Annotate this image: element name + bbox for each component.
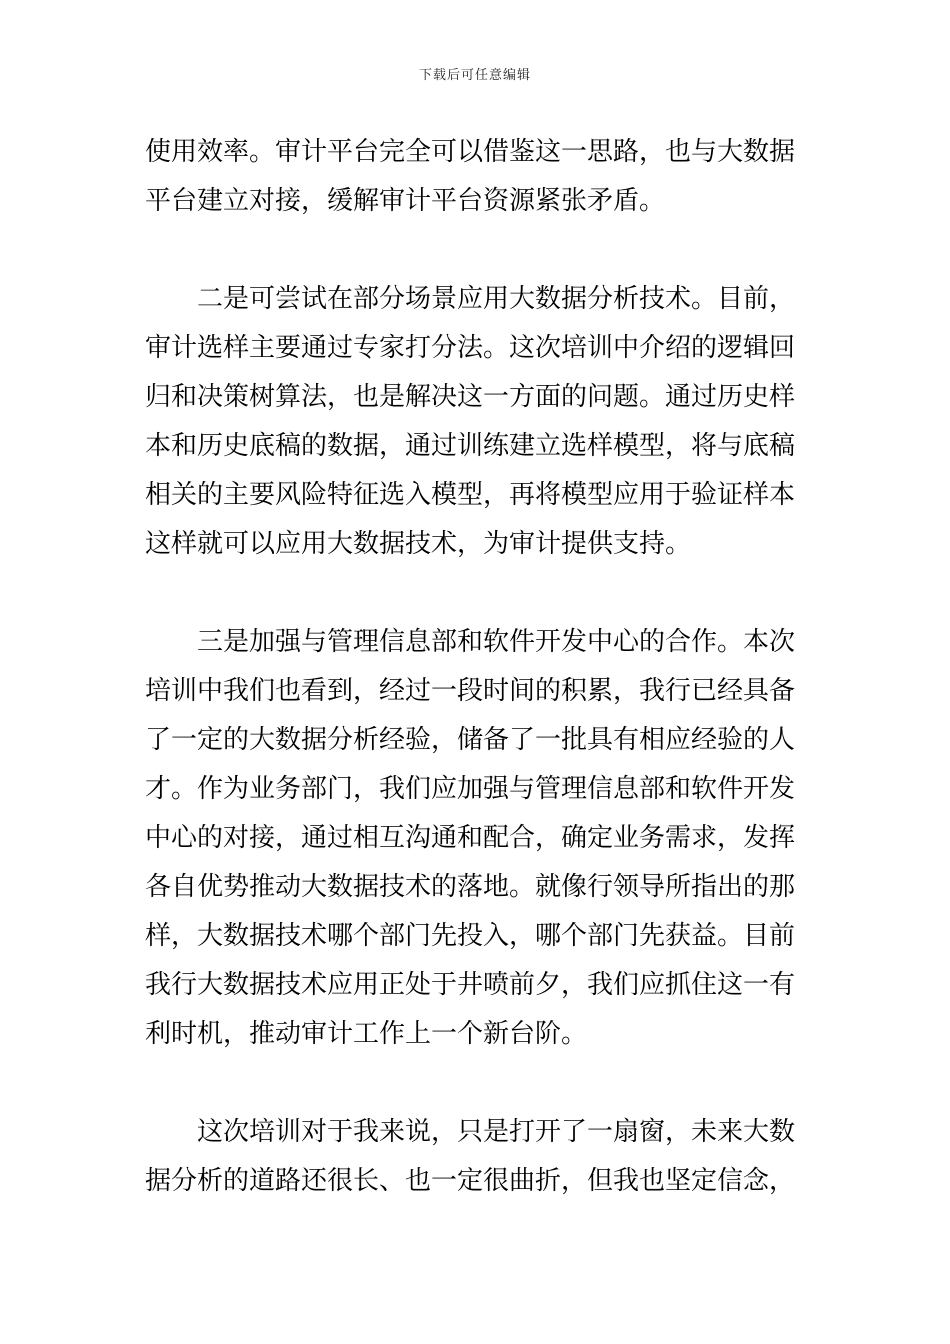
text-line: 平台建立对接，缓解审计平台资源紧张矛盾。 [145, 186, 666, 216]
text-line: 我行大数据技术应用正处于井喷前夕，我们应抓住这一有 [145, 970, 796, 1000]
text-line: 了一定的大数据分析经验，储备了一批具有相应经验的人 [145, 725, 796, 755]
paragraph-4 [145, 1108, 810, 1206]
paragraph-3 [145, 618, 810, 1059]
text-line: 这样就可以应用大数据技术，为审计提供支持。 [145, 529, 692, 559]
page-header: 下载后可任意编辑 [418, 68, 531, 83]
text-line: 这次培训对于我来说，只是打开了一扇窗，未来大数 [197, 1117, 796, 1147]
text-line: 培训中我们也看到，经过一段时间的积累，我行已经具备 [145, 676, 796, 706]
text-line: 各自优势推动大数据技术的落地。就像行领导所指出的那 [145, 872, 796, 902]
text-line: 利时机，推动审计工作上一个新台阶。 [145, 1019, 588, 1049]
text-line: 中心的对接，通过相互沟通和配合，确定业务需求，发挥 [145, 823, 796, 853]
text-line: 使用效率。审计平台完全可以借鉴这一思路，也与大数据 [145, 137, 796, 167]
paragraph-2 [145, 275, 810, 569]
text-line: 据分析的道路还很长、也一定很曲折，但我也坚定信念， [145, 1166, 796, 1196]
text-line: 三是加强与管理信息部和软件开发中心的合作。本次 [197, 627, 796, 657]
text-line: 才。作为业务部门，我们应加强与管理信息部和软件开发 [145, 774, 796, 804]
text-line: 审计选样主要通过专家打分法。这次培训中介绍的逻辑回 [145, 333, 796, 363]
text-line: 二是可尝试在部分场景应用大数据分析技术。目前， [197, 284, 796, 314]
text-line: 归和决策树算法，也是解决这一方面的问题。通过历史样 [145, 382, 796, 412]
paragraph-1 [145, 128, 810, 226]
document-body [145, 128, 810, 1255]
text-line: 相关的主要风险特征选入模型，再将模型应用于验证样本 [145, 480, 796, 510]
text-line: 样，大数据技术哪个部门先投入，哪个部门先获益。目前 [145, 921, 796, 951]
text-line: 本和历史底稿的数据，通过训练建立选样模型，将与底稿 [145, 431, 796, 461]
